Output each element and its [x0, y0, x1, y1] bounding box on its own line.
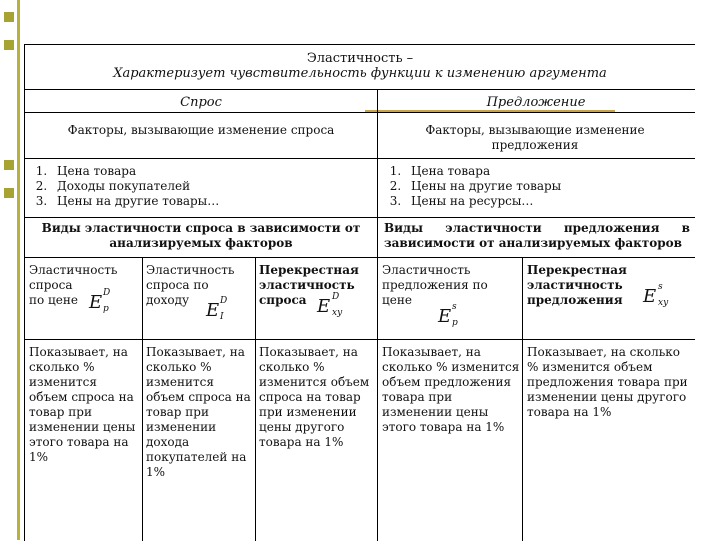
- accent-square: [4, 188, 14, 198]
- elasticity-table: [24, 44, 695, 541]
- elasticity-label: Эластичность спроса по цене: [29, 263, 118, 307]
- demand-header: Спрос: [180, 95, 222, 110]
- title: [25, 51, 695, 89]
- demand-price-elasticity: [29, 263, 139, 337]
- demand-cross-elasticity: [259, 263, 375, 337]
- elasticity-label: Эластичность спроса по доходу: [146, 263, 235, 307]
- supply-cross-elasticity: [527, 263, 693, 337]
- title-line-2: Характеризует чувствительность функции к изменению аргумента: [113, 66, 607, 81]
- title-line-1: Эластичность –: [306, 51, 414, 66]
- elasticity-symbol: E D I: [206, 296, 228, 322]
- supply-types-title: Виды эластичности предложения в зависимости от анализируемых факторов: [384, 221, 690, 250]
- accent-square: [4, 160, 14, 170]
- supply-price-elasticity: [382, 263, 520, 337]
- accent-square: [4, 40, 14, 50]
- demand-factors-list: [27, 164, 367, 216]
- elasticity-label: Перекрестная эластичность предложения: [527, 263, 627, 307]
- elasticity-label: Эластичность предложения по цене: [382, 263, 488, 307]
- left-accent-bar: [17, 0, 20, 540]
- accent-square: [4, 12, 14, 22]
- list-item: 3. Цены на ресурсы…: [405, 194, 691, 209]
- elasticity-symbol: E D p: [89, 288, 111, 314]
- supply-header: Предложение: [486, 95, 586, 110]
- list-item: 3. Цены на другие товары…: [51, 194, 367, 209]
- demand-types-title: Виды эластичности спроса в зависимости от анализируемых факторов: [41, 221, 361, 250]
- demand-cross-description: Показывает, на сколько % изменится объем спроса на товар при изменении цены другого товара на 1%: [259, 345, 370, 449]
- demand-income-elasticity: [146, 263, 252, 337]
- list-item: 1. Цена товара: [405, 164, 691, 179]
- list-item: 2. Доходы покупателей: [51, 179, 367, 194]
- demand-price-description: Показывает, на сколько % изменится объем спроса на товар при изменении цены этого товара на 1%: [29, 345, 136, 464]
- supply-price-description: Показывает, на сколько % изменится объем предложения товара при изменении цены этого товара на 1%: [382, 345, 520, 434]
- supply-factors-list: [381, 164, 691, 216]
- supply-factors-title: Факторы, вызывающие изменение предложения: [425, 123, 645, 152]
- elasticity-symbol: E s p: [438, 302, 458, 328]
- list-item: 2. Цены на другие товары: [405, 179, 691, 194]
- demand-factors-title: Факторы, вызывающие изменение спроса: [67, 123, 335, 137]
- elasticity-symbol: E D xy: [317, 292, 343, 318]
- list-item: 1. Цена товара: [51, 164, 367, 179]
- elasticity-symbol: E s xy: [643, 282, 669, 308]
- demand-income-description: Показывает, на сколько % изменится объем спроса на товар при изменении дохода покупателей на 1%: [146, 345, 251, 479]
- elasticity-label: Перекрестная эластичность спроса: [259, 263, 359, 307]
- supply-cross-description: Показывает, на сколько % изменится объем предложения товара при изменении цены другого товара на 1%: [527, 345, 688, 419]
